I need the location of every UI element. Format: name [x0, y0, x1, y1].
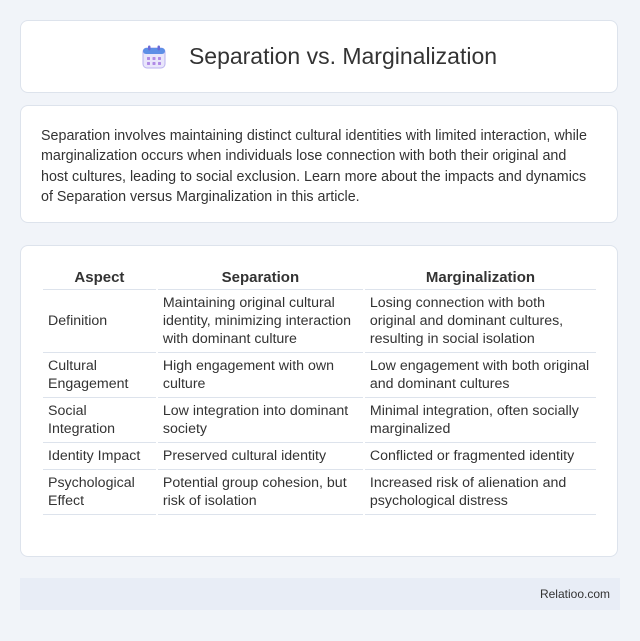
intro-paragraph: Separation involves maintaining distinct cultural identities with limited interaction, while marginalization occurs when individuals lose connection with both their original and host cultures, leading to social exclusion. Learn more about the impacts and dynamics of Separation versus Marginalization in this article.	[41, 128, 587, 205]
separation-cell: Preserved cultural identity	[158, 443, 363, 470]
table-header-row	[43, 264, 596, 290]
column-header-marginalization: Marginalization	[365, 264, 596, 290]
separation-cell: Low integration into dominant society	[158, 398, 363, 443]
marginalization-cell: Low engagement with both original and dominant cultures	[365, 353, 596, 398]
intro-card	[20, 105, 618, 223]
row-aspect-cell: Psychological Effect	[43, 470, 156, 515]
comparison-table	[41, 264, 598, 515]
title-card	[20, 20, 618, 93]
table-row	[43, 470, 596, 515]
row-aspect-cell: Definition	[43, 290, 156, 353]
page-title: Separation vs. Marginalization	[188, 43, 498, 69]
footer-brand[interactable]: Relatioo.com	[539, 587, 610, 601]
footer	[20, 578, 620, 610]
marginalization-cell: Increased risk of alienation and psychological distress	[365, 470, 596, 515]
column-header-separation: Separation	[158, 264, 363, 290]
row-aspect-cell: Cultural Engagement	[43, 353, 156, 398]
column-header-aspect: Aspect	[43, 264, 156, 290]
table-row	[43, 443, 596, 470]
marginalization-cell: Losing connection with both original and dominant cultures, resulting in social isolation	[365, 290, 596, 353]
row-aspect-cell: Identity Impact	[43, 443, 156, 470]
calendar-icon	[141, 44, 167, 70]
marginalization-cell: Minimal integration, often socially marginalized	[365, 398, 596, 443]
table-row	[43, 353, 596, 398]
table-row	[43, 290, 596, 353]
marginalization-cell: Conflicted or fragmented identity	[365, 443, 596, 470]
comparison-card	[20, 245, 618, 557]
row-aspect-cell: Social Integration	[43, 398, 156, 443]
separation-cell: Potential group cohesion, but risk of isolation	[158, 470, 363, 515]
separation-cell: High engagement with own culture	[158, 353, 363, 398]
table-row	[43, 398, 596, 443]
separation-cell: Maintaining original cultural identity, minimizing interaction with dominant culture	[158, 290, 363, 353]
